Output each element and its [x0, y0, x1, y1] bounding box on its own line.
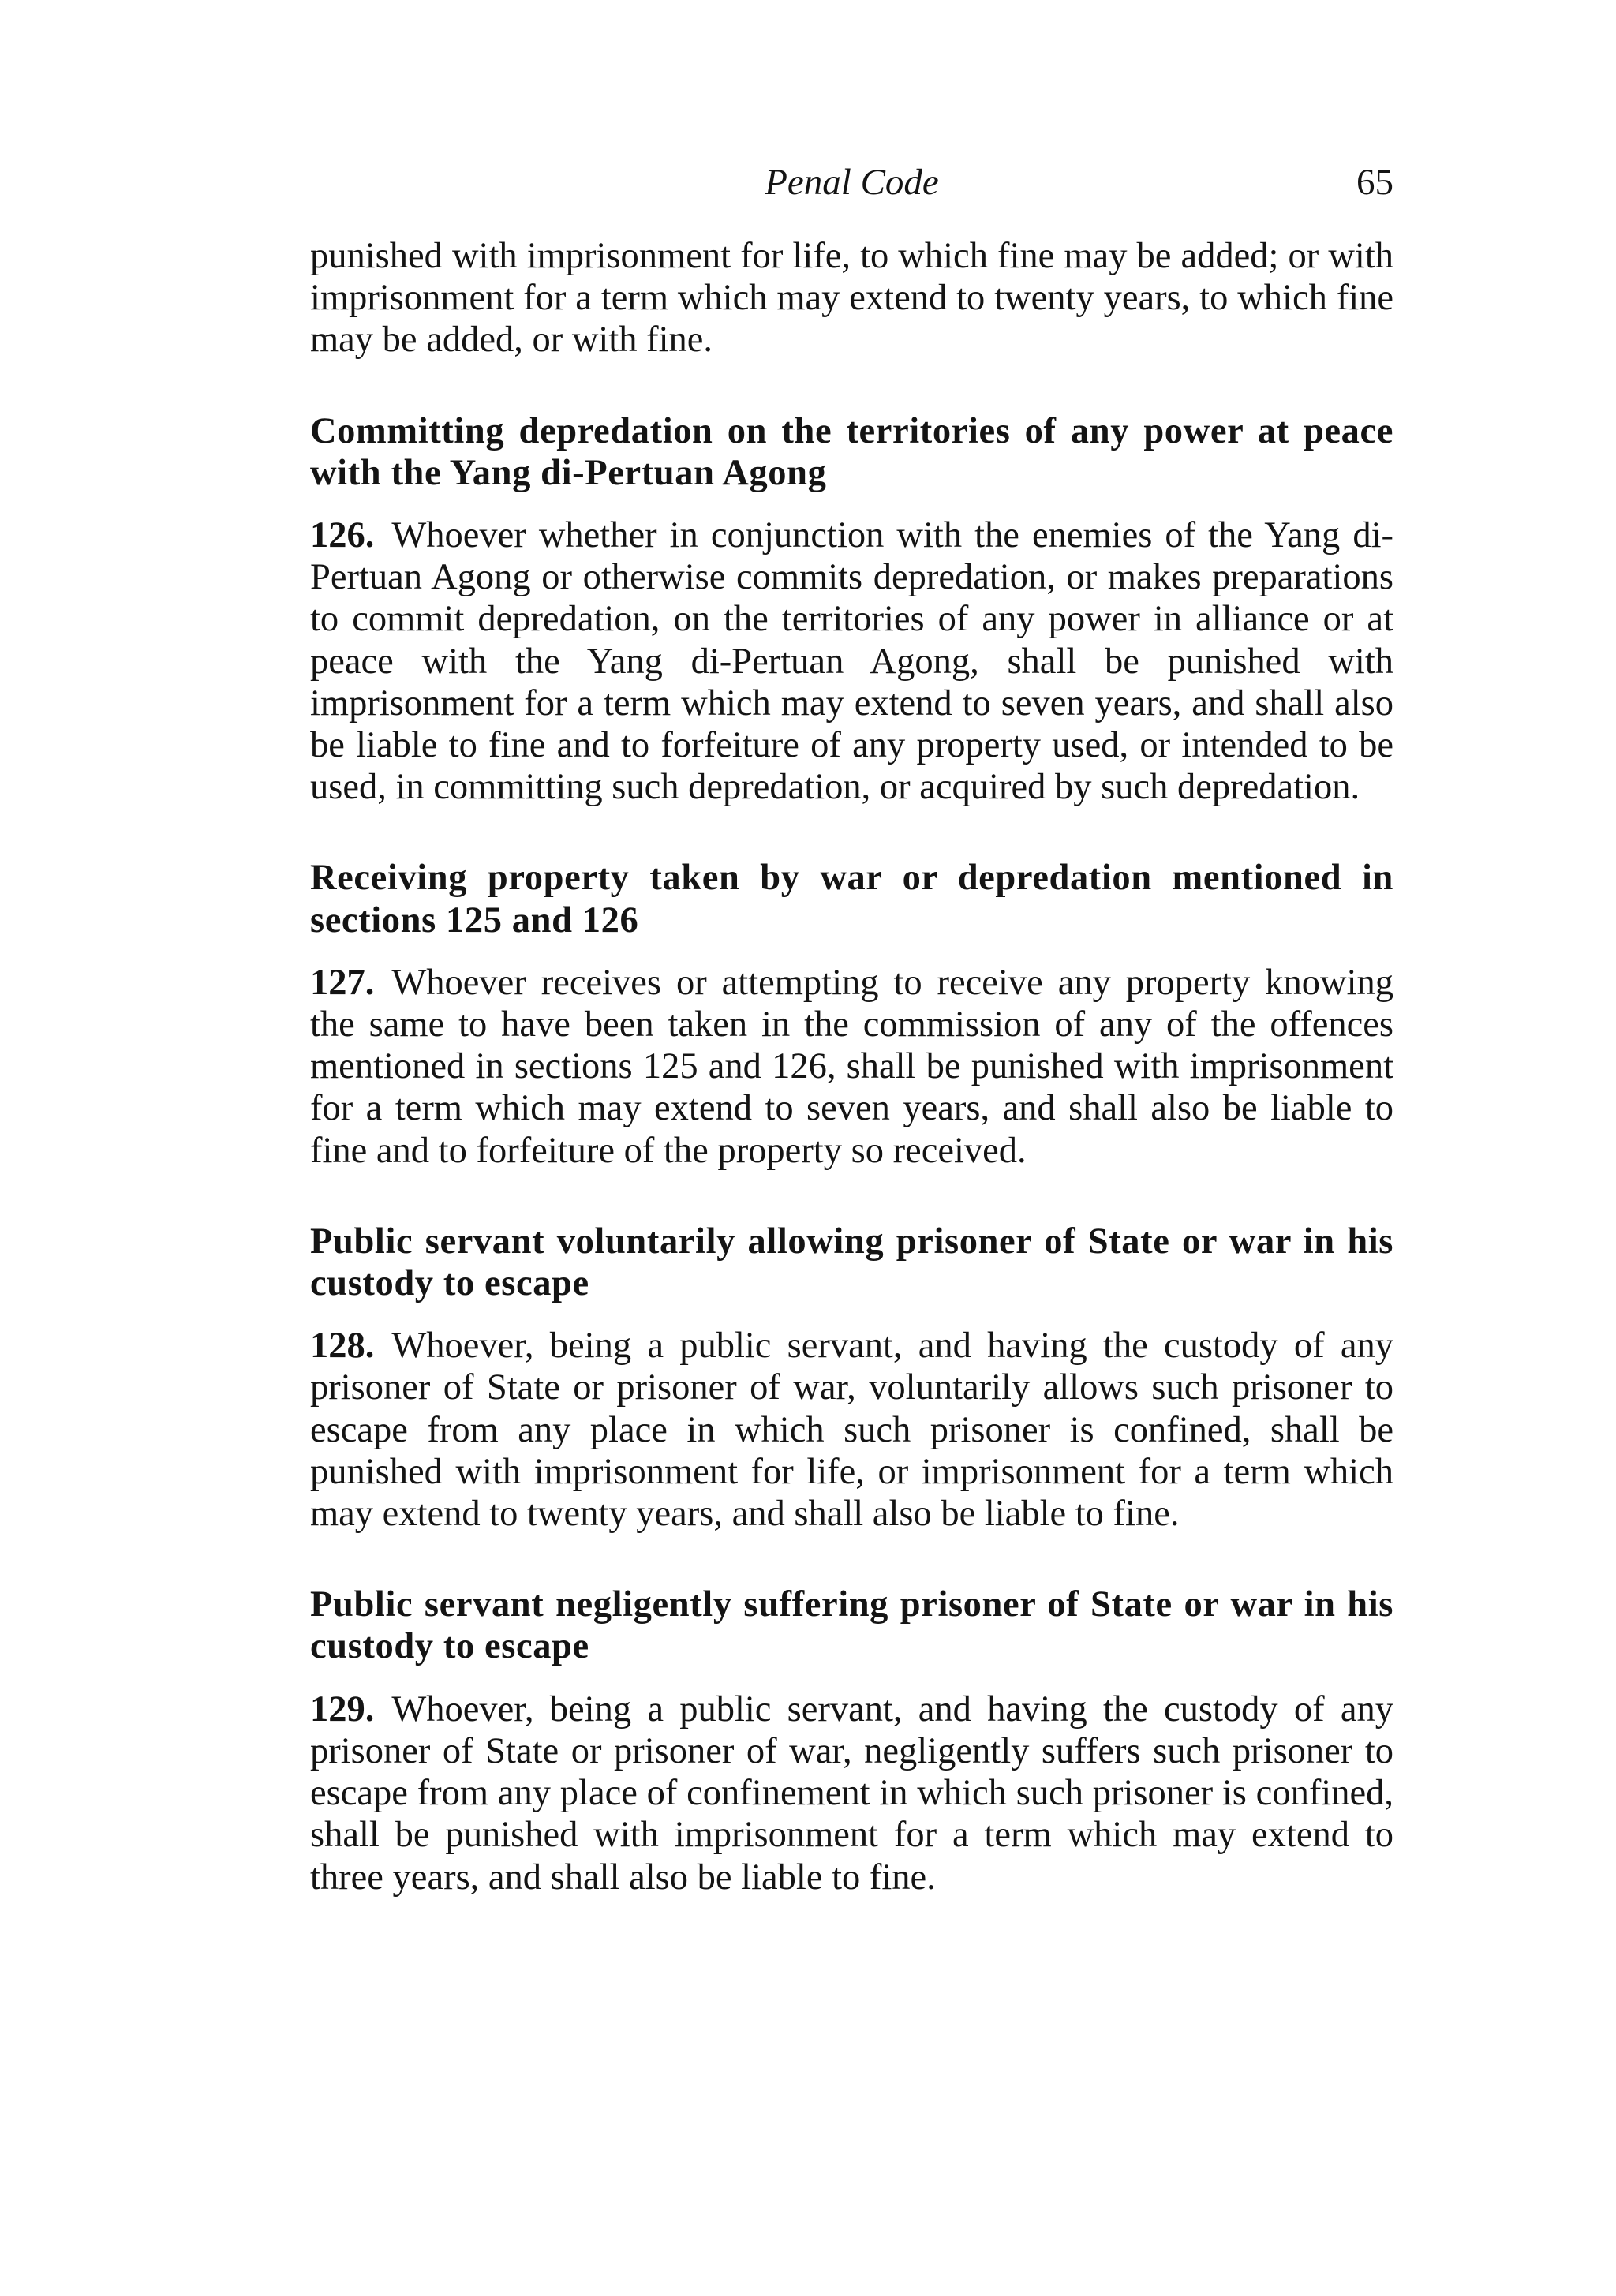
section-text: Whoever receives or attempting to receive any property knowing the same to have been taken in the commission of any of the offences mentioned in sections 125 and 126, shall be punished with imprisonment for a term which may extend to seven years, and shall also be liable to fine and to forfeiture of the property so received.	[310, 962, 1393, 1171]
section-128	[310, 1325, 1393, 1535]
section-text: Whoever whether in conjunction with the enemies of the Yang di-Pertuan Agong or otherwise commits depredation, or makes preparations to commit depredation, on the territories of any power in alliance or at peace with the Yang di-Pertuan Agong, shall be punished with imprisonment for a term which may extend to seven years, and shall also be liable to fine and to forfeiture of any property used, or intended to be used, in committing such depredation, or acquired by such depredation.	[310, 515, 1393, 808]
page-number: 65	[1356, 162, 1393, 203]
section-heading-128: Public servant voluntarily allowing prisoner of State or war in his custody to escape	[310, 1221, 1393, 1304]
section-number: 128.	[310, 1326, 375, 1367]
section-number: 126.	[310, 515, 375, 556]
section-text: Whoever, being a public servant, and having the custody of any prisoner of State or prisoner of war, negligently suffers such prisoner to escape from any place of confinement in which such prisoner is confined, shall be punished with imprisonment for a term which may extend to three years, and shall also be liable to fine.	[310, 1688, 1393, 1898]
section-127	[310, 962, 1393, 1172]
section-number: 127.	[310, 962, 375, 1003]
section-heading-127: Receiving property taken by war or depredation mentioned in sections 125 and 126	[310, 858, 1393, 940]
page-content	[310, 235, 1393, 1898]
section-heading-126: Committing depredation on the territories of any power at peace with the Yang di-Pertuan Agong	[310, 410, 1393, 493]
section-text: Whoever, being a public servant, and having the custody of any prisoner of State or prisoner of war, voluntarily allows such prisoner to escape from any place in which such prisoner is confined, shall be punished with imprisonment for life, or imprisonment for a term which may extend to twenty years, and shall also be liable to fine.	[310, 1326, 1393, 1535]
section-number: 129.	[310, 1688, 375, 1729]
section-heading-129: Public servant negligently suffering prisoner of State or war in his custody to escape	[310, 1584, 1393, 1667]
section-126	[310, 514, 1393, 808]
running-title: Penal Code	[765, 162, 939, 203]
page-header	[310, 155, 1393, 210]
continued-paragraph: punished with imprisonment for life, to which fine may be added; or with imprisonment for a term which may extend to twenty years, to which fine may be added, or with fine.	[310, 236, 1393, 361]
section-129	[310, 1688, 1393, 1898]
